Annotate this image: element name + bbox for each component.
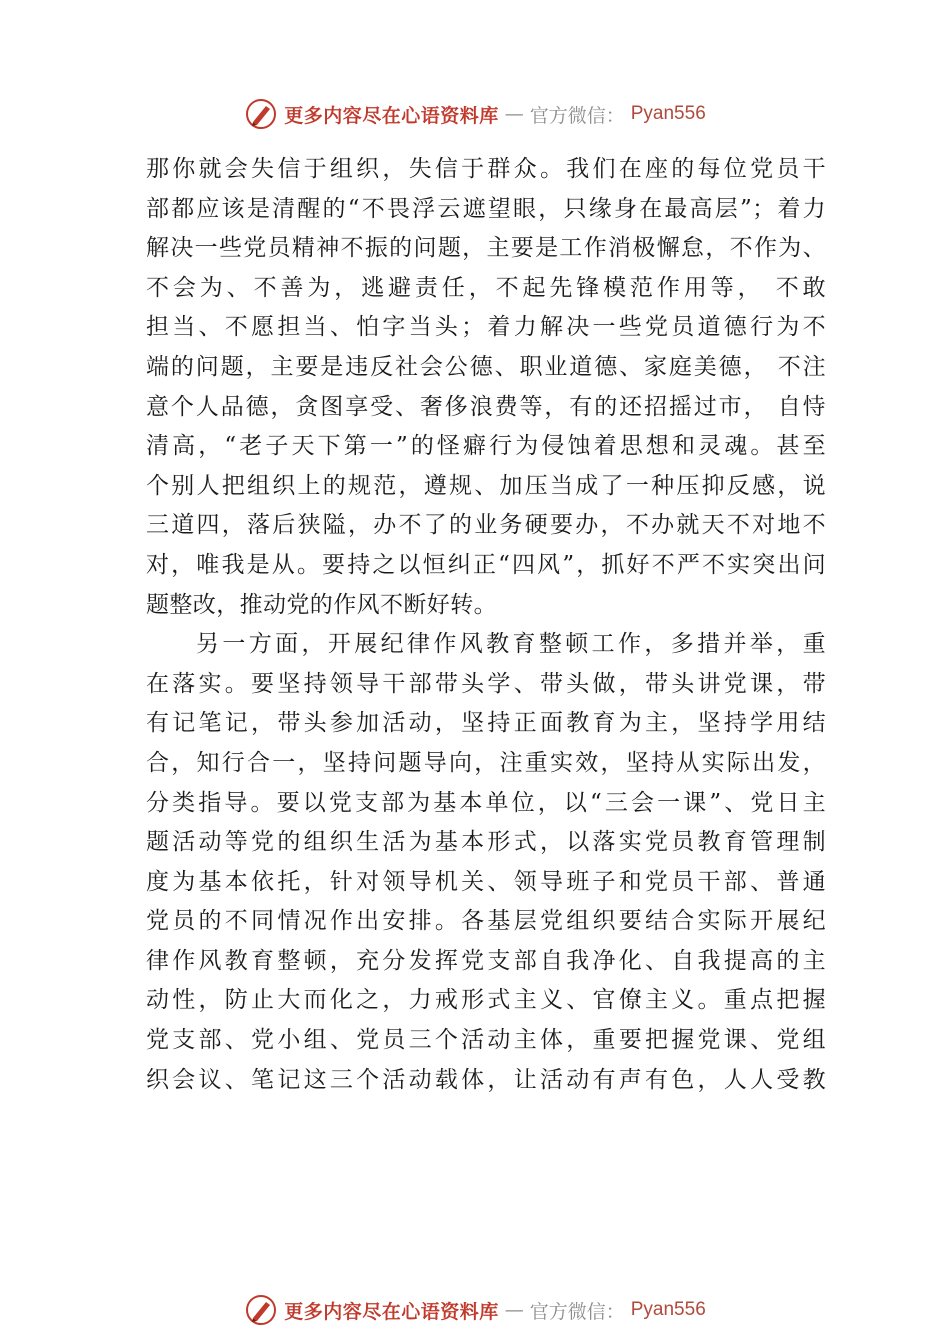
banner-separator: — — [504, 103, 524, 125]
banner-site-name: 更多内容尽在心语资料库 — [284, 1300, 499, 1323]
pen-logo-icon — [244, 97, 278, 131]
pen-logo-icon — [244, 1293, 278, 1327]
text-line: 清高，“老子天下第一”的怪癖行为侵蚀着思想和灵魂。甚至 — [146, 433, 826, 460]
text-line: 题整改，推动党的作风不断好转。 — [146, 591, 497, 618]
text-line: 分类指导。要以党支部为基本单位，以“三会一课”、党日主 — [146, 789, 826, 816]
text-line: 动性，防止大而化之，力戒形式主义、官僚主义。重点把握 — [146, 987, 826, 1014]
banner-separator: — — [504, 1299, 524, 1321]
text-line: 意个人品德，贪图享受、奢侈浪费等，有的还招摇过市， 自恃 — [146, 393, 826, 420]
footer-banner — [0, 1290, 950, 1330]
header-banner — [0, 94, 950, 134]
text-line: 合，知行合一，坚持问题导向，注重实效，坚持从实际出发， — [146, 749, 826, 776]
banner-wechat-label: 官方微信： — [529, 1300, 625, 1323]
text-line: 题活动等党的组织生活为基本形式，以落实党员教育管理制 — [146, 829, 826, 856]
text-line: 另一方面，开展纪律作风教育整顿工作，多措并举，重 — [196, 631, 826, 658]
text-line: 有记笔记，带头参加活动，坚持正面教育为主，坚持学用结 — [146, 710, 826, 737]
text-line: 三道四，落后狭隘，办不了的业务硬要办，不办就天不对地不 — [146, 512, 826, 539]
banner-site-name: 更多内容尽在心语资料库 — [284, 104, 499, 127]
text-line: 个别人把组织上的规范，遵规、加压当成了一种压抑反感，说 — [146, 472, 826, 499]
banner-wechat-label: 官方微信： — [529, 104, 625, 127]
text-line: 部都应该是清醒的“不畏浮云遮望眼，只缘身在最高层”；着力 — [146, 195, 826, 222]
text-line: 织会议、笔记这三个活动载体，让活动有声有色，人人受教 — [146, 1066, 826, 1093]
text-line: 度为基本依托，针对领导机关、领导班子和党员干部、普通 — [146, 868, 826, 895]
text-line: 律作风教育整顿，充分发挥党支部自我净化、自我提高的主 — [146, 947, 826, 974]
text-line: 解决一些党员精神不振的问题，主要是工作消极懈怠，不作为、 — [146, 235, 826, 262]
text-line: 端的问题，主要是违反社会公德、职业道德、家庭美德， 不注 — [146, 353, 826, 380]
text-line: 担当、不愿担当、怕字当头；着力解决一些党员道德行为不 — [146, 314, 826, 341]
text-line: 党员的不同情况作出安排。各基层党组织要结合实际开展纪 — [146, 908, 826, 935]
banner-wechat-id: Pyan556 — [630, 103, 706, 124]
text-line: 那你就会失信于组织，失信于群众。我们在座的每位党员干 — [146, 156, 826, 182]
text-line: 党支部、党小组、党员三个活动主体，重要把握党课、党组 — [146, 1027, 826, 1054]
document-body — [146, 150, 826, 1100]
text-line: 在落实。要坚持领导干部带头学、带头做，带头讲党课，带 — [146, 670, 826, 697]
banner-wechat-id: Pyan556 — [630, 1299, 706, 1320]
text-line: 对，唯我是从。要持之以恒纠正“四风”，抓好不严不实突出问 — [146, 551, 826, 578]
text-line: 不会为、不善为，逃避责任，不起先锋模范作用等， 不敢 — [146, 274, 826, 301]
